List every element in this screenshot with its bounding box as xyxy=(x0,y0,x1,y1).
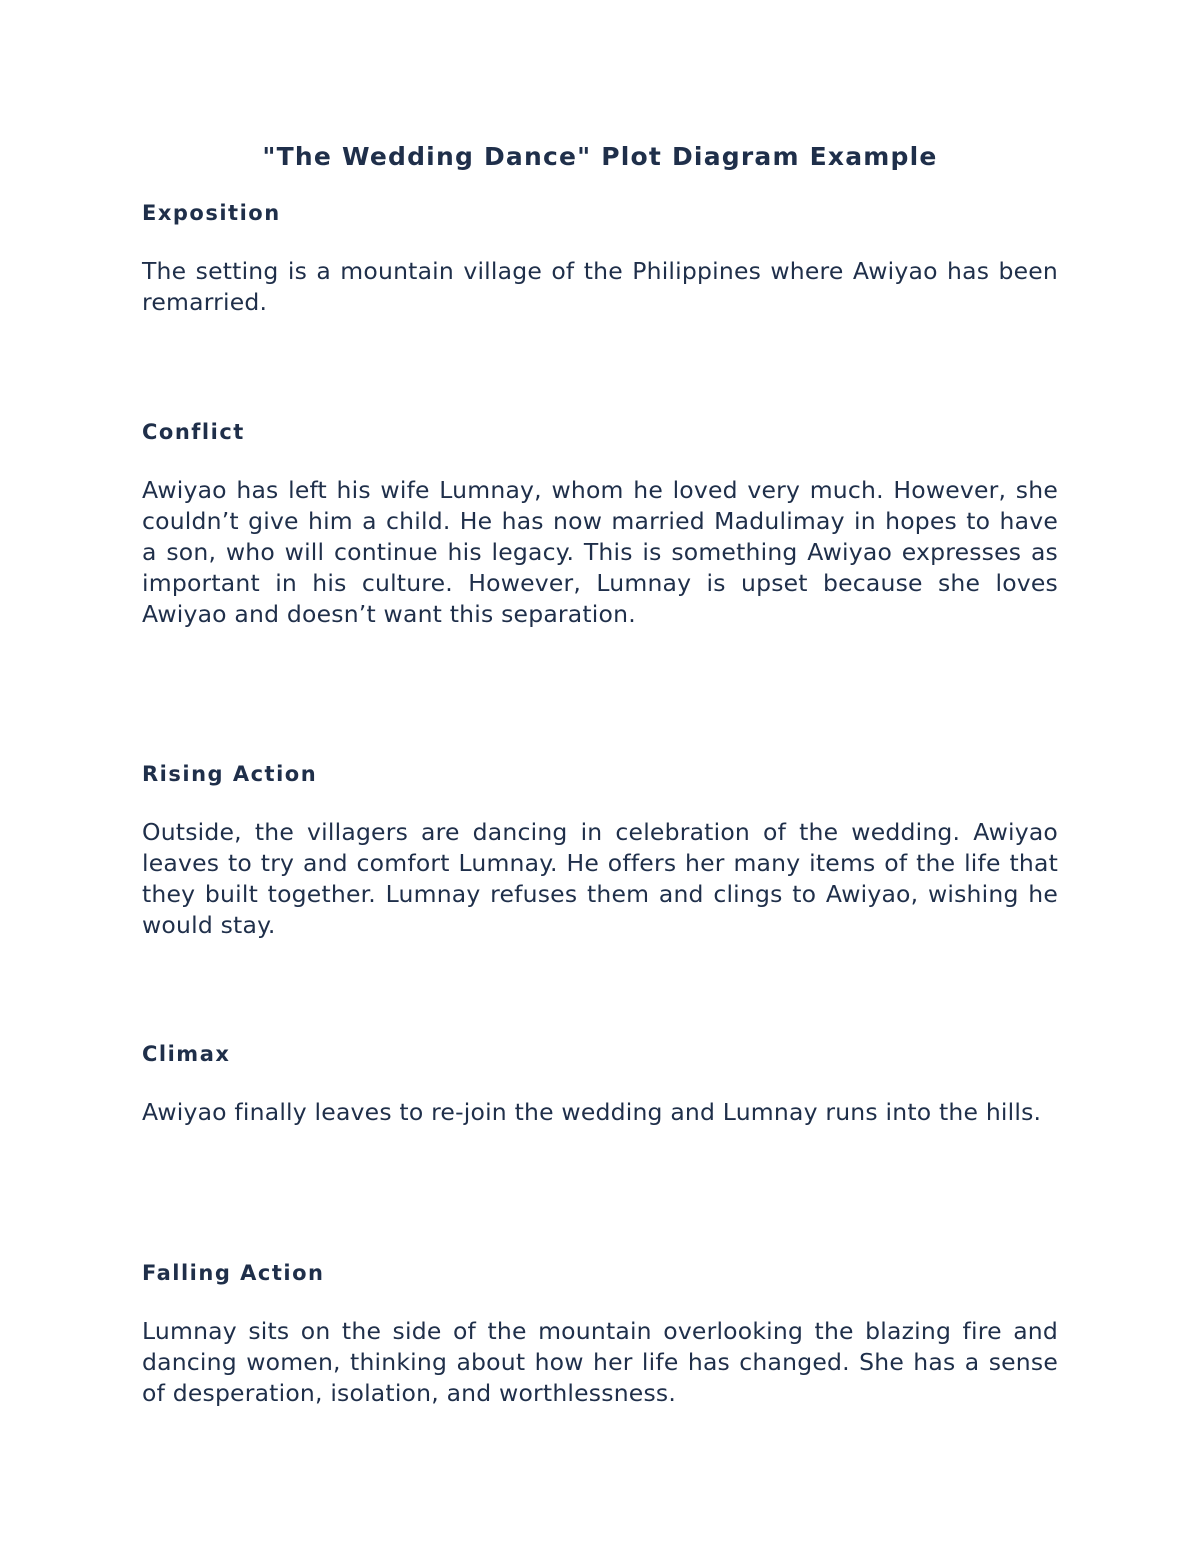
section-heading: Rising Action xyxy=(142,762,318,786)
section-rising-action xyxy=(142,760,1058,941)
section-body: The setting is a mountain village of the Philippines where Awiyao has been remarried. xyxy=(142,257,1058,316)
section-heading: Falling Action xyxy=(142,1261,325,1285)
section-body: Awiyao has left his wife Lumnay, whom he loved very much. However, she couldn’t give him a child. He has now married Madulimay in hopes to have a son, who will continue his legacy. This is something Awiyao expresses as important in his culture. However, Lumnay is upset because she loves Awiyao and doesn’t want this separation. xyxy=(142,476,1058,628)
section-falling-action xyxy=(142,1259,1058,1409)
section-body: Awiyao finally leaves to re-join the wedding and Lumnay runs into the hills. xyxy=(142,1098,1042,1126)
document-title: "The Wedding Dance" Plot Diagram Example xyxy=(262,142,938,171)
section-climax xyxy=(142,1040,1058,1128)
section-heading: Climax xyxy=(142,1042,231,1066)
section-heading: Conflict xyxy=(142,420,245,444)
section-heading: Exposition xyxy=(142,201,281,225)
section-conflict xyxy=(142,418,1058,630)
section-body: Lumnay sits on the side of the mountain overlooking the blazing fire and dancing women, thinking about how her life has changed. She has a sense of desperation, isolation, and worthlessness. xyxy=(142,1317,1058,1407)
section-exposition xyxy=(142,199,1058,318)
section-body: Outside, the villagers are dancing in celebration of the wedding. Awiyao leaves to try and comfort Lumnay. He offers her many items of the life that they built together. Lumnay refuses them and clings to Awiyao, wishing he would stay. xyxy=(142,818,1058,939)
